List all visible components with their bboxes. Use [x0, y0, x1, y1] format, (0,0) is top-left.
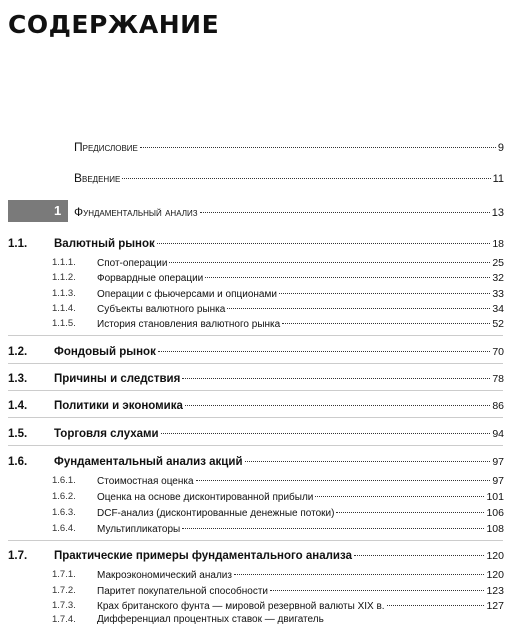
toc-subsection[interactable] [52, 257, 504, 269]
subsection-number: 1.1.3. [52, 288, 76, 299]
leader-dots [182, 378, 490, 379]
subsection-label: Дифференциал процентных ставок — двигатель [97, 614, 324, 625]
subsection-label: Форвардные операции [97, 273, 204, 284]
toc-subsection[interactable] [52, 491, 504, 503]
subsection-page: 120 [486, 569, 504, 581]
leader-dots [234, 574, 485, 575]
subsection-label: Оценка на основе дисконтированной прибыли [97, 492, 314, 503]
leader-dots [185, 405, 490, 406]
subsection-number: 1.7.1. [52, 569, 76, 580]
subsection-number: 1.1.1. [52, 257, 76, 268]
leader-dots [161, 433, 491, 434]
section-label: Политики и экономика [54, 400, 183, 412]
divider [8, 445, 503, 446]
subsection-page: 108 [486, 523, 504, 535]
section-label: Фондовый рынок [54, 346, 156, 358]
section-number: 1.3. [8, 373, 28, 385]
leader-dots [196, 480, 491, 481]
toc-subsection[interactable] [52, 303, 504, 315]
section-page: 70 [492, 346, 504, 358]
toc-entry-label: Фундаментальный анализ [74, 205, 198, 219]
subsection-page: 97 [492, 475, 504, 487]
toc-subsection[interactable] [52, 569, 504, 581]
section-number: 1.5. [8, 428, 28, 440]
subsection-page: 106 [486, 507, 504, 519]
subsection-page: 127 [486, 600, 504, 612]
toc-subsection[interactable] [52, 272, 504, 284]
subsection-label: DCF-анализ (дисконтированные денежные потоки) [97, 508, 335, 519]
toc-subsection[interactable] [52, 507, 504, 519]
section-label: Практические примеры фундаментального анализа [54, 550, 352, 562]
toc-entry-introduction[interactable] [74, 171, 504, 185]
toc-subsection[interactable] [52, 318, 504, 330]
divider [8, 417, 503, 418]
chapter-number: 1 [54, 203, 62, 218]
leader-dots [140, 147, 496, 148]
section-page: 120 [486, 550, 504, 562]
subsection-number: 1.1.4. [52, 303, 76, 314]
subsection-page: 25 [492, 257, 504, 269]
leader-dots [279, 293, 490, 294]
toc-entry-page: 11 [492, 173, 504, 185]
toc-subsection[interactable] [52, 523, 504, 535]
subsection-label: Субъекты валютного рынка [97, 304, 226, 315]
leader-dots [205, 277, 490, 278]
leader-dots [387, 605, 485, 606]
toc-entry-preface[interactable] [74, 140, 504, 154]
divider [8, 540, 503, 541]
subsection-page: 33 [492, 288, 504, 300]
leader-dots [245, 461, 491, 462]
subsection-label: История становления валютного рынка [97, 319, 281, 330]
leader-dots [169, 262, 490, 263]
toc-section-1-6[interactable] [8, 456, 504, 468]
toc-entry-page: 9 [497, 142, 504, 154]
subsection-label: Мультипликаторы [97, 524, 181, 535]
divider [8, 390, 503, 391]
subsection-label: Стоимостная оценка [97, 476, 194, 487]
toc-section-1-5[interactable] [8, 428, 504, 440]
leader-dots [315, 496, 484, 497]
leader-dots [200, 212, 490, 213]
subsection-number: 1.6.4. [52, 523, 76, 534]
subsection-number: 1.1.5. [52, 318, 76, 329]
section-page: 97 [492, 456, 504, 468]
leader-dots [282, 323, 490, 324]
section-page: 94 [492, 428, 504, 440]
toc-subsection[interactable] [52, 475, 504, 487]
section-label: Валютный рынок [54, 238, 155, 250]
leader-dots [354, 555, 485, 556]
toc-section-1-7[interactable] [8, 550, 504, 562]
subsection-page: 52 [492, 318, 504, 330]
toc-subsection[interactable] [52, 600, 504, 612]
section-page: 86 [492, 400, 504, 412]
toc-entry-page: 13 [491, 207, 504, 219]
section-label: Торговля слухами [54, 428, 159, 440]
leader-dots [182, 528, 484, 529]
toc-section-1-3[interactable] [8, 373, 504, 385]
leader-dots [227, 308, 490, 309]
subsection-number: 1.7.3. [52, 600, 76, 611]
section-number: 1.1. [8, 238, 28, 250]
section-page: 78 [492, 373, 504, 385]
subsection-page: 101 [486, 491, 504, 503]
section-number: 1.2. [8, 346, 28, 358]
subsection-number: 1.6.2. [52, 491, 76, 502]
subsection-number: 1.6.3. [52, 507, 76, 518]
section-number: 1.6. [8, 456, 28, 468]
subsection-label: Операции с фьючерсами и опционами [97, 289, 277, 300]
subsection-number: 1.7.4. [52, 614, 76, 625]
leader-dots [270, 590, 484, 591]
toc-entry-chapter-1[interactable] [74, 205, 504, 219]
section-number: 1.7. [8, 550, 28, 562]
divider [8, 335, 503, 336]
page-title: СОДЕРЖАНИЕ [8, 10, 220, 39]
toc-section-1-1[interactable] [8, 238, 504, 250]
subsection-label: Крах британского фунта — мировой резервной валюты XIX в. [97, 601, 385, 612]
toc-subsection[interactable] [52, 614, 504, 625]
leader-dots [158, 351, 490, 352]
leader-dots [336, 512, 484, 513]
section-label: Причины и следствия [54, 373, 181, 385]
subsection-page: 34 [492, 303, 504, 315]
toc-entry-label: Введение [74, 171, 121, 185]
toc-subsection[interactable] [52, 585, 504, 597]
subsection-label: Паритет покупательной способности [97, 586, 268, 597]
subsection-number: 1.6.1. [52, 475, 76, 486]
section-label: Фундаментальный анализ акций [54, 456, 243, 468]
toc-entry-label: Предисловие [74, 140, 138, 154]
leader-dots [157, 243, 491, 244]
subsection-page: 123 [486, 585, 504, 597]
subsection-label: Спот-операции [97, 258, 168, 269]
divider [8, 363, 503, 364]
toc-section-1-4[interactable] [8, 400, 504, 412]
subsection-page: 32 [492, 272, 504, 284]
subsection-number: 1.7.2. [52, 585, 76, 596]
leader-dots [122, 178, 490, 179]
toc-section-1-2[interactable] [8, 346, 504, 358]
subsection-number: 1.1.2. [52, 272, 76, 283]
section-page: 18 [492, 238, 504, 250]
section-number: 1.4. [8, 400, 28, 412]
toc-subsection[interactable] [52, 288, 504, 300]
subsection-label: Макроэкономический анализ [97, 570, 232, 581]
